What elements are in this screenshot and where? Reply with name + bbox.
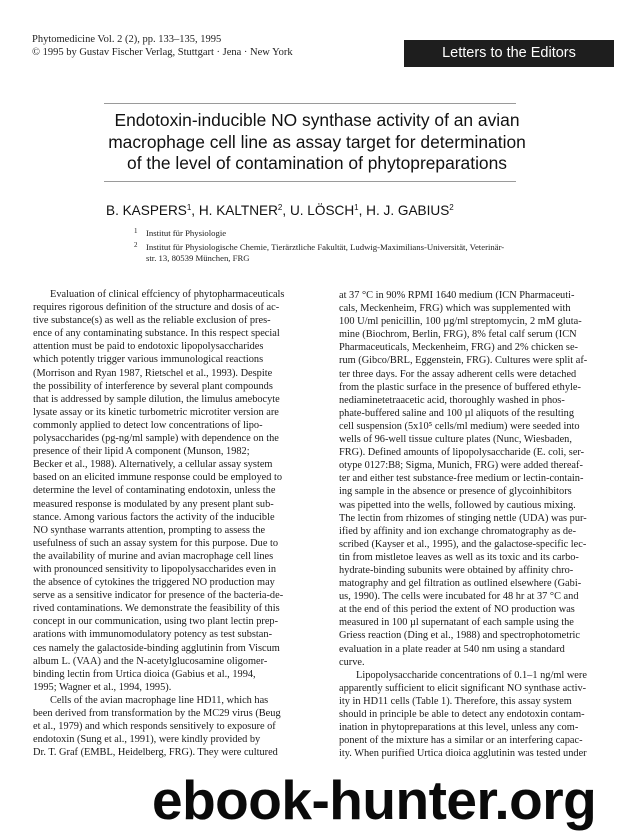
article-title	[92, 110, 542, 175]
body-text-line: ified by affinity and ion exchange chromatography as de-	[339, 525, 577, 537]
body-text-line: with pronounced sensitivity to lipopolysaccharides even in	[33, 563, 277, 575]
body-text-line: presence of their lipid A component (Munson, 1982;	[33, 446, 250, 458]
body-text-line: ter three days. For the assay adherent cells were detached	[339, 368, 577, 380]
body-text-line: nediaminetetraacetic acid, thoroughly washed in phos-	[339, 394, 565, 406]
journal-citation: Phytomedicine Vol. 2 (2), pp. 133–135, 1995	[32, 34, 222, 45]
affiliation-number: 2	[134, 240, 138, 249]
author-affiliation-mark: 1	[354, 203, 359, 212]
body-text-line: scribed (Kayser et al., 1995), and the galactose-specific lec-	[339, 538, 587, 550]
affiliation-text: Institut für Physiologie	[146, 228, 227, 238]
body-text-line: arations with immunomodulatory potency as test substan-	[33, 629, 273, 641]
body-text-line: (Morrison and Ryan 1987, Rietschel et al., 1993). Despite	[33, 367, 273, 379]
body-text-line: Pharmaceuticals, Meckenheim, FRG) and 2% chicken se-	[339, 342, 578, 354]
body-text-line: based on an elicited immune response could be employed to	[33, 472, 283, 484]
author-name: B. KASPERS	[106, 203, 187, 218]
body-text-line: ence of any contaminating substance. In this respect special	[33, 328, 280, 340]
affiliations	[134, 228, 534, 265]
body-text-line: at the end of this period the extent of NO production was	[339, 604, 575, 616]
body-text-line: serve as a sensitive indicator for presence of the bacteria-de-	[33, 590, 284, 602]
author-separator: ,	[358, 203, 367, 218]
body-text-line: determine the level of contaminating endotoxin, unless the	[33, 485, 276, 497]
body-text-line: The lectin from rhizomes of stinging nettle (UDA) was pur-	[339, 512, 587, 524]
author-affiliation-mark: 2	[449, 203, 454, 212]
body-text-line: lysate assay or its kinetic turbometric microtiter version are	[33, 406, 279, 418]
body-text-line: that is addressed by sample dilution, the limulus amebocyte	[33, 393, 280, 405]
body-text-line: from the plastic surface in the presence of buffered ethyle-	[339, 381, 581, 393]
body-text-line: Evaluation of clinical effciency of phytopharmaceuticals	[50, 289, 285, 300]
body-text-line: tin from mistletoe leaves as well as its toxic and its carbo-	[339, 551, 579, 563]
body-text-line: which potently trigger various immunological reactions	[33, 354, 264, 366]
body-text-line: cell suspension (5x10⁵ cells/ml medium) were seeded into	[339, 420, 580, 432]
body-text-line: binding lectin from Urtica dioica (Gabius et al., 1994,	[33, 668, 256, 680]
body-text-line: 100 U/ml penicillin, 100 µg/ml streptomycin, 2 mM gluta-	[339, 316, 582, 328]
body-text-line: mine (Biochrom, Berlin, FRG), 8% fetal calf serum (ICN	[339, 329, 577, 341]
affiliation-number: 1	[134, 227, 138, 235]
body-text-line: NO synthase warrants attention, prompting to assess the	[33, 524, 266, 536]
body-text-line: Cells of the avian macrophage line HD11, which has	[50, 694, 269, 706]
title-line: of the level of contamination of phytopreparations	[127, 153, 507, 173]
body-text-line: hydrate-binding subunits were obtained by affinity chro-	[339, 564, 574, 576]
body-text-line: apparently sufficient to elicit significant NO synthase activ-	[339, 682, 587, 694]
body-text-line: the availability of murine and avian macrophage cell lines	[33, 550, 274, 562]
author-name: H. J. GABIUS	[366, 203, 450, 218]
body-text-line: us, 1990). The cells were incubated for 48 hr at 37 °C and	[339, 591, 579, 603]
body-text-line: phate-buffered saline and 100 µl aliquots of the resulting	[339, 407, 574, 419]
body-text-line: 1995; Wagner et al., 1994, 1995).	[33, 681, 172, 693]
body-column-left	[33, 288, 315, 759]
body-text-line: been derived from transformation by the MC29 virus (Beug	[33, 708, 281, 719]
author-affiliation-mark: 2	[277, 203, 283, 212]
body-text-line: usefulness of such an assay system for this purpose. Due to	[33, 537, 279, 549]
body-text-line: wells of 96-well tissue culture plates (Nunc, Wiesbaden,	[339, 434, 572, 446]
body-text-line: ces namely the galactoside-binding agglutinin from Viscum	[33, 642, 280, 654]
body-text-line: attention must be paid to endotoxic lipopolysaccharides	[33, 341, 264, 353]
title-rule-bottom	[104, 181, 516, 182]
body-text-line: rum (Gibco/BRL, Eggenstein, FRG). Cultures were split af-	[339, 355, 588, 367]
watermark: ebook-hunter.org	[152, 769, 597, 831]
title-line: Endotoxin-inducible NO synthase activity of an avian	[114, 110, 520, 130]
body-text-line: ity. When purified Urtica dioica agglutinin was tested under	[339, 748, 587, 760]
body-text-line: endotoxin (Sung et al., 1991), were kindly provided by	[33, 734, 261, 746]
affiliation-text: Institut für Physiologische Chemie, Tierärztliche Fakultät, Ludwig-Maximilians-Universität, Veterinär-	[146, 241, 505, 252]
body-text-line: commonly applied to detect low concentrations of lipo-	[33, 419, 263, 431]
body-text-line: stance. Among various factors the activity of the inducible	[33, 511, 275, 523]
body-text-line: album L. (VAA) and the N-acetylglucosamine oligomer-	[33, 655, 268, 667]
body-text-line: at 37 °C in 90% RPMI 1640 medium (ICN Pharmaceuti-	[339, 290, 575, 301]
body-text-line: otype 0127:B8; Sigma, Munich, FRG) were added thereaf-	[339, 460, 583, 472]
body-text-line: matography and gel filtration as outlined elsewhere (Gabi-	[339, 578, 582, 590]
body-text-line: ination in phytopreparations at this level, unless any com-	[339, 722, 579, 734]
body-text-line: should in principle be able to detect any endotoxin contam-	[339, 709, 585, 720]
body-text-line: requires rigorous definition of the structure and dosis of ac-	[33, 302, 280, 314]
body-text-line: ponent of the mixture has a similar or an interfering capac-	[339, 735, 583, 747]
author-separator: ,	[282, 203, 290, 218]
body-text-line: Becker et al., 1988). Alternatively, a cellular assay system	[33, 459, 273, 471]
body-text-line: Lipopolysaccharide concentrations of 0.1–1 ng/ml were	[356, 669, 587, 681]
author-affiliation-mark: 1	[186, 203, 192, 212]
title-rule-top	[104, 103, 516, 104]
author-name: U. LÖSCH	[289, 203, 355, 218]
section-banner: Letters to the Editors	[404, 40, 614, 67]
body-text-line: concept in our communication, using two plant lectin prep-	[33, 616, 279, 628]
body-text-line: polysaccharides (pg-ng/ml sample) with dependence on the	[33, 433, 279, 445]
author-name: H. KALTNER	[198, 203, 278, 218]
body-text-line: et al., 1979) and which responds sensitively to exposure of	[33, 721, 276, 733]
body-text-line: measured response is modulated by any present plant sub-	[33, 498, 274, 510]
title-line: macrophage cell line as assay target for determination	[108, 131, 526, 152]
body-text-line: ter and either test substance-free medium or lectin-contain-	[339, 473, 584, 485]
affiliation	[134, 228, 534, 240]
body-column-right	[339, 289, 621, 760]
body-text-line: ity in HD11 cells (Table 1). Therefore, this assay system	[339, 695, 572, 707]
author-list	[106, 199, 454, 219]
body-text-line: cals, Meckenheim, FRG) which was supplemented with	[339, 303, 571, 315]
journal-header	[32, 33, 293, 59]
body-text-line: FRG). Defined amounts of lipopolysaccharide (E. coli, ser-	[339, 447, 585, 459]
body-text-line: Dr. T. Graf (EMBL, Heidelberg, FRG). They were cultured	[33, 747, 278, 759]
body-text-line: curve.	[339, 656, 365, 668]
body-text-line: ing sample in the absence or presence of glycoinhibitors	[339, 486, 572, 498]
body-text-line: was pipetted into the wells, followed by cautious mixing.	[339, 499, 576, 511]
body-text-line: the possibility of interference by several plant compounds	[33, 380, 273, 392]
body-text-line: evaluation in a plate reader at 540 nm using a standard	[339, 643, 565, 655]
body-text-line: the absence of cytokines the triggered NO production may	[33, 577, 275, 589]
affiliation-text: str. 13, 80539 München, FRG	[146, 253, 250, 263]
body-text-line: measured in 100 µl supernatant of each sample using the	[339, 617, 574, 629]
body-text-line: Griess reaction (Ding et al., 1988) and spectrophotometric	[339, 630, 580, 642]
body-text-line: tive substance(s) as well as the reliable exclusion of pres-	[33, 315, 271, 327]
journal-copyright: © 1995 by Gustav Fischer Verlag, Stuttgart · Jena · New York	[32, 47, 293, 58]
affiliation	[134, 242, 534, 265]
author-separator: ,	[191, 203, 199, 218]
body-text-line: rived contaminations. We demonstrate the feasibility of this	[33, 603, 280, 615]
